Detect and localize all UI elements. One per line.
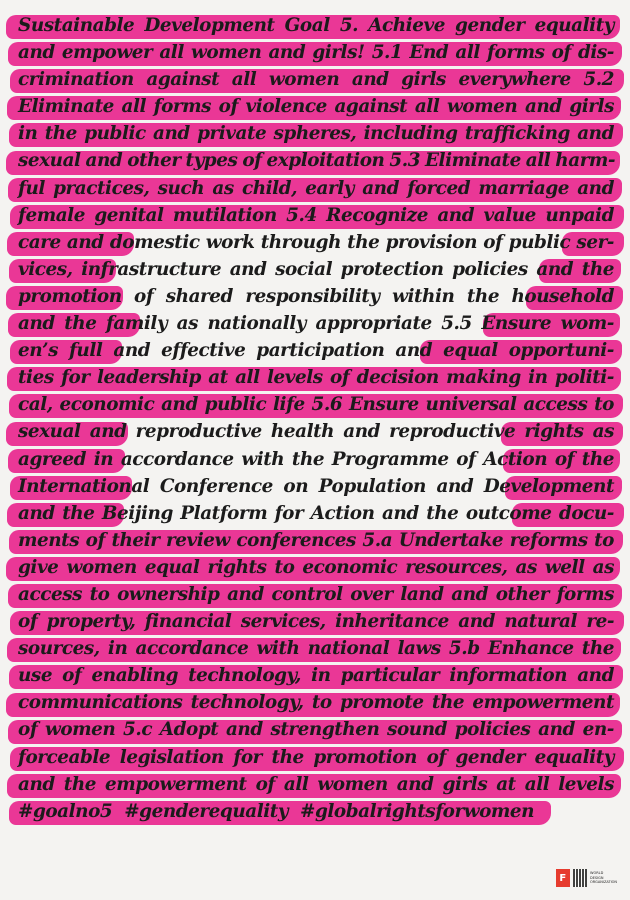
text-line: promotion of shared responsibility within the household [18, 285, 614, 307]
logo-text: WORLD DESIGN ORGANIZATION [590, 871, 618, 885]
text-line: and the empowerment of all women and girls at all levels [18, 773, 614, 795]
text-line: vices, infrastructure and social protection policies and the [18, 258, 614, 280]
logo-mark-icon: F [556, 869, 570, 887]
text-line: en’s full and effective participation and equal opportuni- [18, 340, 614, 362]
text-line: crimination against all women and girls everywhere 5.2 [18, 69, 614, 91]
goal-text-block [18, 12, 614, 825]
text-line: sexual and other types of exploitation 5.3 Eliminate all harm- [18, 150, 616, 172]
text-line: access to ownership and control over land and other forms [18, 583, 614, 605]
text-line: use of enabling technology, in particular information and [18, 665, 614, 687]
text-line: forceable legislation for the promotion of gender equality [18, 746, 614, 768]
text-line: female genital mutilation 5.4 Recognize and value unpaid [18, 204, 614, 226]
text-line: and the family as nationally appropriate 5.5 Ensure wom- [18, 313, 614, 335]
text-line: and empower all women and girls! 5.1 End all forms of dis- [18, 42, 614, 64]
text-line: and the Beijing Platform for Action and the outcome docu- [18, 502, 614, 524]
text-line: ments of their review conferences 5.a Undertake reforms to [18, 529, 614, 551]
text-line: sexual and reproductive health and reproductive rights as [18, 421, 614, 443]
text-line: sources, in accordance with national laws 5.b Enhance the [18, 638, 614, 660]
text-line: ties for leadership at all levels of decision making in politi- [18, 367, 614, 389]
text-line: give women equal rights to economic resources, as well as [18, 556, 614, 578]
text-line: care and domestic work through the provision of public ser- [18, 231, 614, 253]
text-line: of women 5.c Adopt and strengthen sound policies and en- [18, 719, 614, 741]
text-line: International Conference on Population and Development [18, 475, 614, 497]
text-line: cal, economic and public life 5.6 Ensure universal access to [18, 394, 614, 416]
text-line: of property, financial services, inheritance and natural re- [18, 611, 614, 633]
text-line: Eliminate all forms of violence against all women and girls [18, 96, 614, 118]
text-line: Sustainable Development Goal 5. Achieve gender equality [18, 15, 614, 36]
organization-logo [556, 867, 618, 889]
text-line: in the public and private spheres, including trafficking and [18, 123, 614, 145]
text-line: #goalno5 #genderequality #globalrightsforwomen [18, 800, 535, 822]
qr-code-icon [573, 869, 587, 887]
text-line: agreed in accordance with the Programme of Action of the [18, 448, 614, 470]
text-line: communications technology, to promote the empowerment [18, 692, 614, 714]
text-line: ful practices, such as child, early and forced marriage and [18, 177, 614, 199]
